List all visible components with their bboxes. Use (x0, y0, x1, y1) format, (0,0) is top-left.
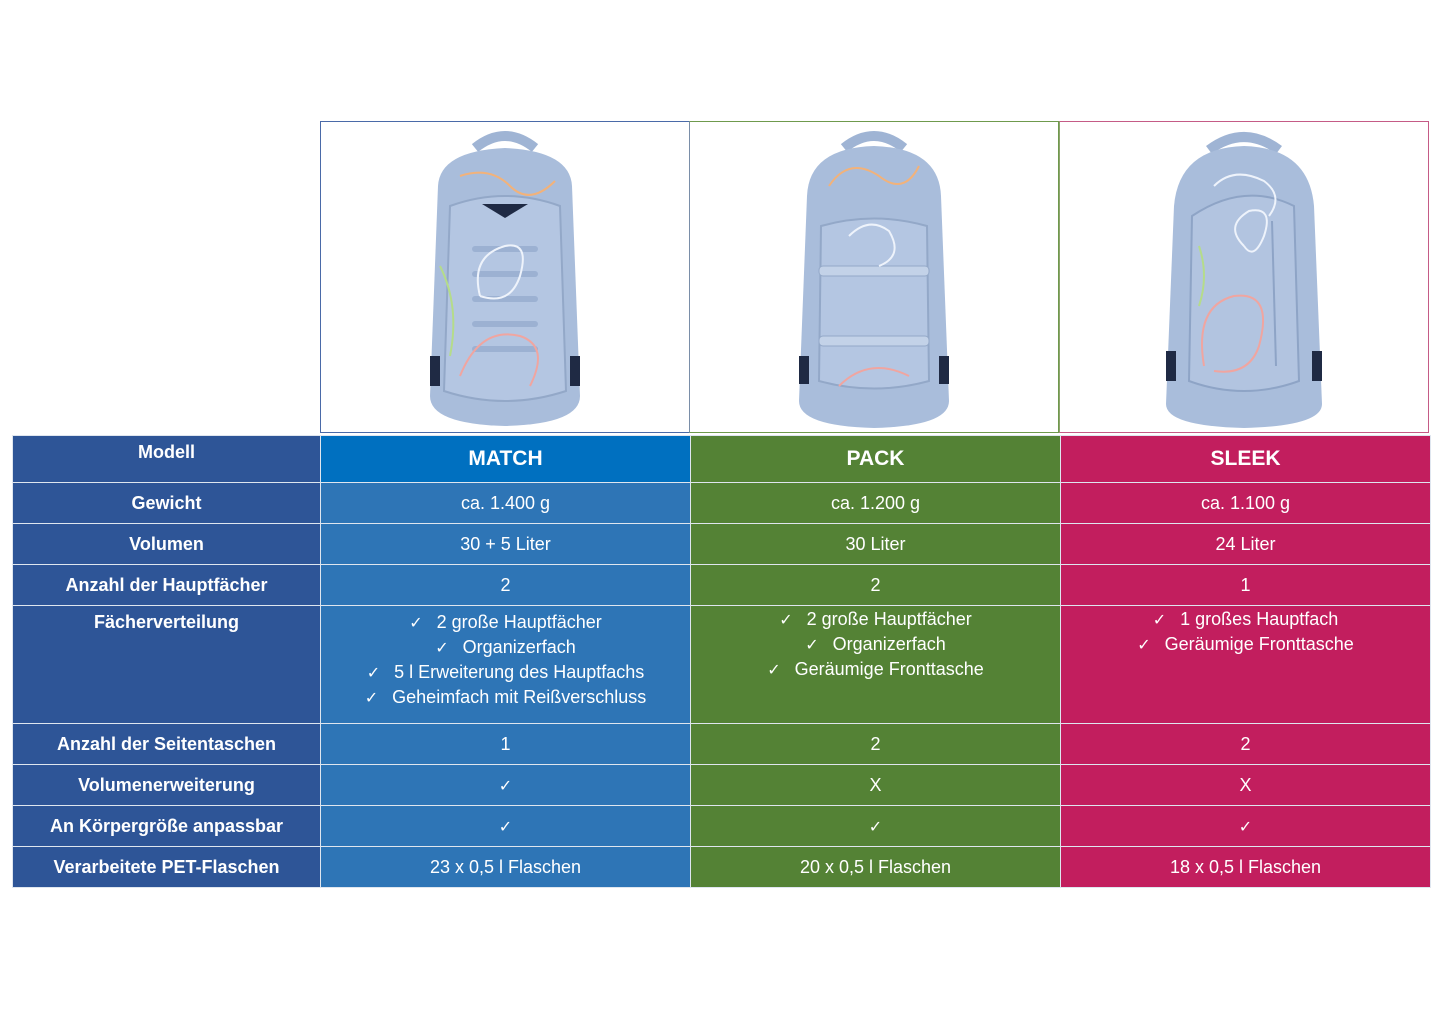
cell-match: 30 + 5 Liter (321, 524, 691, 565)
cell-pack: ca. 1.200 g (691, 483, 1061, 524)
table-row-seitentaschen (13, 724, 1431, 765)
cell-pack: 2 (691, 565, 1061, 606)
cross-icon: X (1061, 765, 1431, 806)
comparison-table (12, 435, 1431, 888)
list-item-text: Organizerfach (832, 634, 946, 654)
cell-match: 1 (321, 724, 691, 765)
table-row-volumenerweiterung (13, 765, 1431, 806)
row-label: Gewicht (13, 483, 321, 524)
check-icon: ✓ (1061, 806, 1431, 847)
list-item (321, 635, 690, 660)
row-label: Volumen (13, 524, 321, 565)
list-item-text: 1 großes Hauptfach (1180, 609, 1339, 629)
list-item (1061, 607, 1430, 632)
list-item (691, 632, 1060, 657)
list-item-text: 2 große Hauptfächer (436, 612, 602, 632)
cell-sleek (1061, 606, 1431, 724)
cell-sleek: 18 x 0,5 l Flaschen (1061, 847, 1431, 888)
backpack-sleek-image (1154, 126, 1334, 431)
cell-sleek: 2 (1061, 724, 1431, 765)
list-item-text: Organizerfach (462, 637, 576, 657)
check-icon: ✓ (409, 613, 423, 632)
cell-match: 2 (321, 565, 691, 606)
check-icon: ✓ (364, 688, 379, 707)
table-row-gewicht (13, 483, 1431, 524)
row-label: Anzahl der Seitentaschen (13, 724, 321, 765)
cross-icon: X (691, 765, 1061, 806)
row-label: Verarbeitete PET-Flaschen (13, 847, 321, 888)
check-icon: ✓ (1152, 610, 1167, 629)
row-label-modell: Modell (13, 436, 321, 483)
check-icon: ✓ (779, 610, 793, 629)
check-icon: ✓ (691, 806, 1061, 847)
feature-list-sleek (1061, 606, 1430, 657)
list-item (691, 607, 1060, 632)
table-row-hauptfaecher (13, 565, 1431, 606)
cell-pack: 2 (691, 724, 1061, 765)
cell-match: ca. 1.400 g (321, 483, 691, 524)
row-label: An Körpergröße anpassbar (13, 806, 321, 847)
model-name-pack: PACK (691, 436, 1061, 483)
backpack-match-image (420, 126, 590, 431)
list-item-text: 2 große Hauptfächer (806, 609, 972, 629)
model-name-sleek: SLEEK (1061, 436, 1431, 483)
product-image-row (320, 121, 1429, 435)
check-icon: ✓ (767, 660, 781, 679)
table-row-pet-flaschen (13, 847, 1431, 888)
cell-sleek: 24 Liter (1061, 524, 1431, 565)
cell-pack: 20 x 0,5 l Flaschen (691, 847, 1061, 888)
cell-sleek: ca. 1.100 g (1061, 483, 1431, 524)
list-item-text: Geräumige Fronttasche (1164, 634, 1354, 654)
product-image-match (320, 121, 689, 433)
cell-match (321, 606, 691, 724)
feature-list-match (321, 606, 690, 710)
check-icon: ✓ (1137, 635, 1151, 654)
backpack-pack-image (789, 126, 959, 431)
row-label: Fächerverteilung (13, 606, 321, 724)
list-item-text: Geheimfach mit Reißverschluss (392, 687, 647, 707)
cell-pack: 30 Liter (691, 524, 1061, 565)
list-item (321, 685, 690, 710)
row-label: Anzahl der Hauptfächer (13, 565, 321, 606)
list-item (321, 610, 690, 635)
table-row-faecherverteilung (13, 606, 1431, 724)
list-item (1061, 632, 1430, 657)
check-icon: ✓ (366, 663, 381, 682)
row-label: Volumenerweiterung (13, 765, 321, 806)
list-item-text: Geräumige Fronttasche (794, 659, 984, 679)
list-item (691, 657, 1060, 682)
list-item-text: 5 l Erweiterung des Hauptfachs (394, 662, 645, 682)
cell-sleek: 1 (1061, 565, 1431, 606)
list-item (321, 660, 690, 685)
table-row-volumen (13, 524, 1431, 565)
check-icon: ✓ (321, 806, 691, 847)
product-image-pack (689, 121, 1059, 433)
product-image-sleek (1059, 121, 1429, 433)
check-icon: ✓ (435, 638, 449, 657)
feature-list-pack (691, 606, 1060, 682)
table-header-row (13, 436, 1431, 483)
model-name-match: MATCH (321, 436, 691, 483)
check-icon: ✓ (321, 765, 691, 806)
cell-match: 23 x 0,5 l Flaschen (321, 847, 691, 888)
cell-pack (691, 606, 1061, 724)
table-row-koerpergroesse (13, 806, 1431, 847)
check-icon: ✓ (805, 635, 819, 654)
